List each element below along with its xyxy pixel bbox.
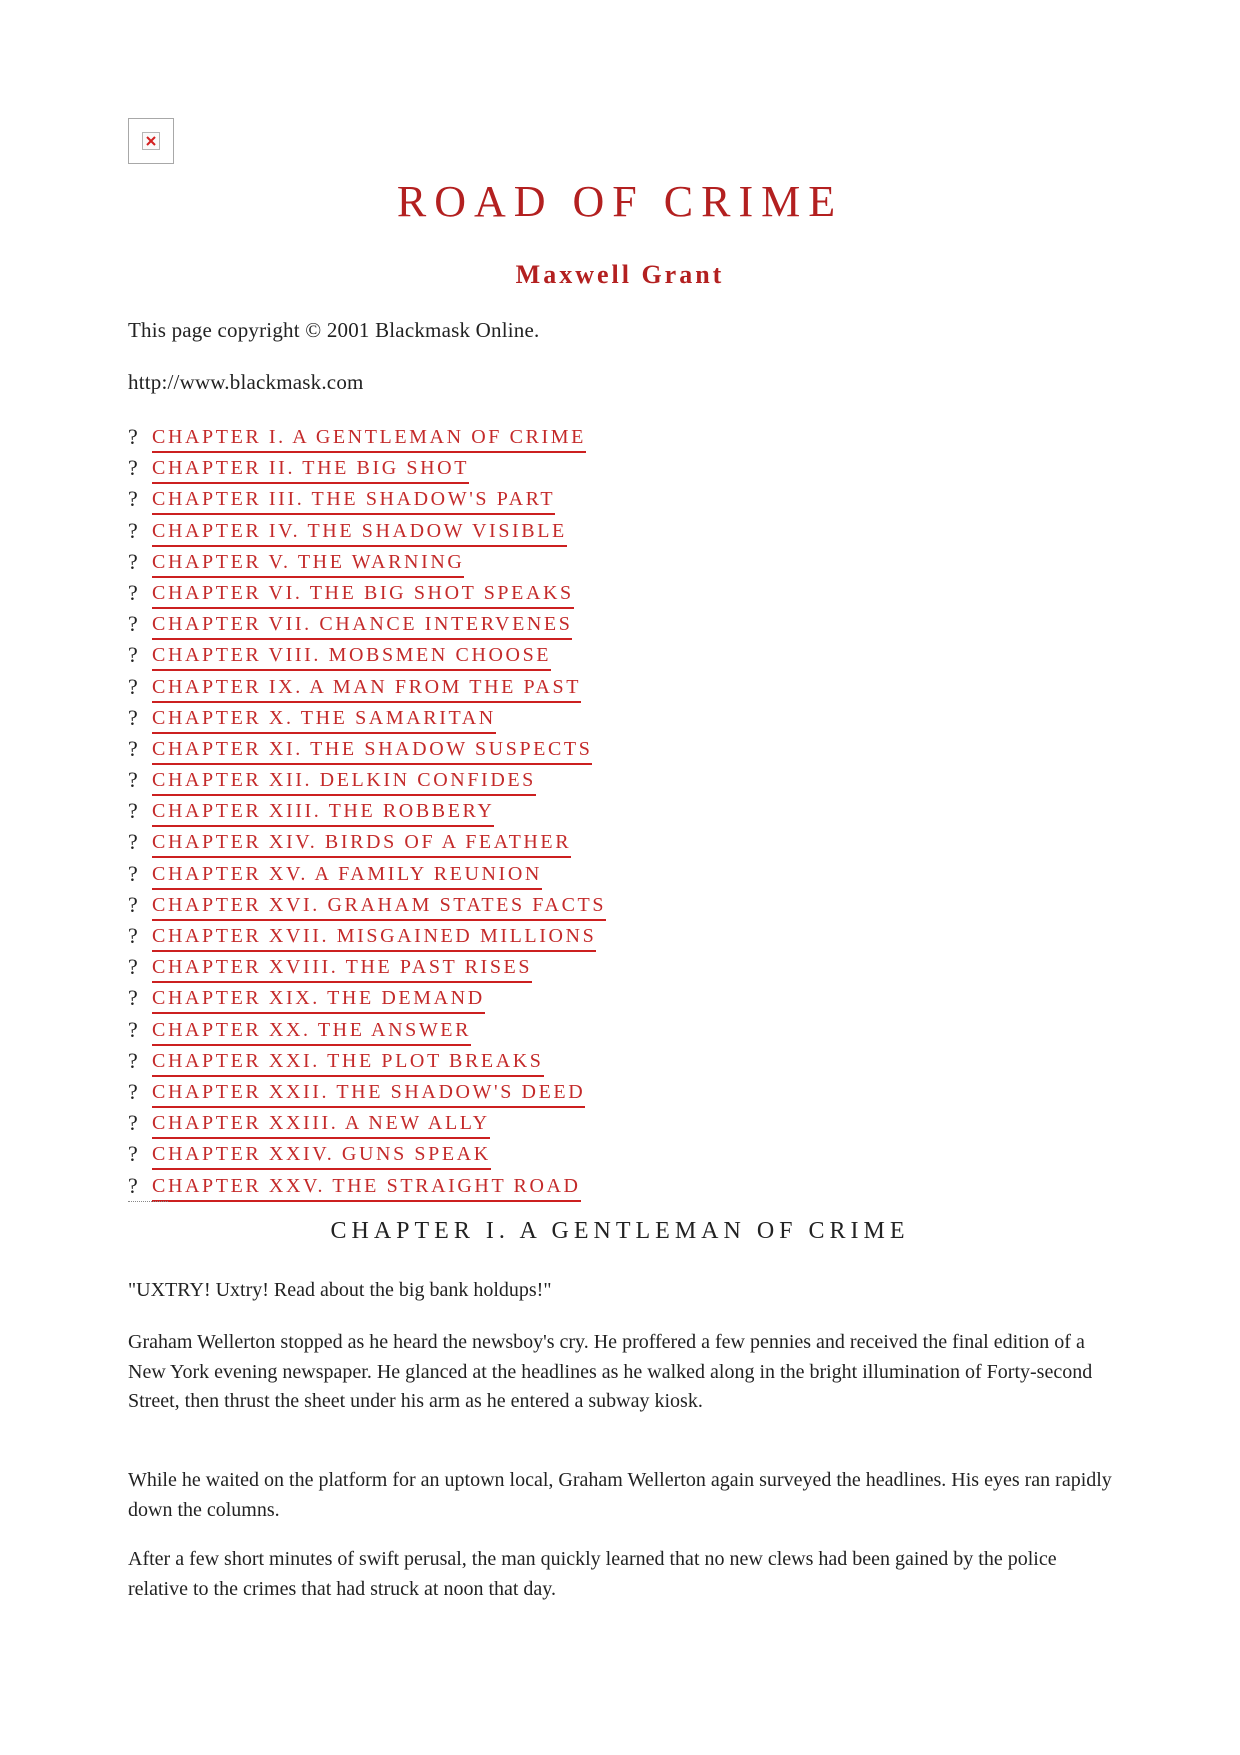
toc-link-chapter-20[interactable]: CHAPTER XX. THE ANSWER bbox=[152, 1017, 471, 1046]
toc-bullet: ? bbox=[128, 673, 138, 699]
toc-bullet: ? bbox=[128, 1141, 138, 1167]
toc-link-chapter-10[interactable]: CHAPTER X. THE SAMARITAN bbox=[152, 705, 496, 734]
toc-link-chapter-9[interactable]: CHAPTER IX. A MAN FROM THE PAST bbox=[152, 674, 581, 703]
toc-link-chapter-16[interactable]: CHAPTER XVI. GRAHAM STATES FACTS bbox=[152, 892, 606, 921]
toc-bullet: ? bbox=[128, 1172, 138, 1198]
toc-link-chapter-7[interactable]: CHAPTER VII. CHANCE INTERVENES bbox=[152, 611, 572, 640]
toc-item bbox=[128, 954, 606, 985]
toc-overflow-edge bbox=[128, 1201, 168, 1206]
toc-bullet: ? bbox=[128, 424, 138, 449]
toc-item bbox=[128, 424, 606, 455]
toc-link-chapter-2[interactable]: CHAPTER II. THE BIG SHOT bbox=[152, 455, 469, 484]
toc-link-chapter-24[interactable]: CHAPTER XXIV. GUNS SPEAK bbox=[152, 1141, 491, 1170]
paragraph-4: After a few short minutes of swift perusal, the man quickly learned that no new clews had been gained by the police relative to the crimes that had struck at noon that day. bbox=[128, 1548, 1057, 1600]
toc-link-chapter-11[interactable]: CHAPTER XI. THE SHADOW SUSPECTS bbox=[152, 736, 592, 765]
toc-bullet: ? bbox=[128, 455, 138, 481]
toc-bullet: ? bbox=[128, 829, 138, 855]
toc-item bbox=[128, 674, 606, 705]
toc-link-chapter-15[interactable]: CHAPTER XV. A FAMILY REUNION bbox=[152, 861, 542, 890]
toc-link-chapter-4[interactable]: CHAPTER IV. THE SHADOW VISIBLE bbox=[152, 518, 567, 547]
toc-item bbox=[128, 861, 606, 892]
toc-link-chapter-6[interactable]: CHAPTER VI. THE BIG SHOT SPEAKS bbox=[152, 580, 574, 609]
red-x-icon bbox=[145, 135, 157, 147]
toc-bullet: ? bbox=[128, 548, 138, 574]
toc-link-chapter-18[interactable]: CHAPTER XVIII. THE PAST RISES bbox=[152, 954, 532, 983]
toc-link-chapter-8[interactable]: CHAPTER VIII. MOBSMEN CHOOSE bbox=[152, 642, 551, 671]
paragraph-2: Graham Wellerton stopped as he heard the newsboy's cry. He proffered a few pennies and received the final edition of a New York evening newspaper. He glanced at the headlines as he walked along in the bright illumination of Forty-second Street, then thrust the sheet under his arm as he entered a subway kiosk. bbox=[128, 1331, 1093, 1412]
toc-link-chapter-25[interactable]: CHAPTER XXV. THE STRAIGHT ROAD bbox=[152, 1173, 581, 1202]
toc-link-chapter-13[interactable]: CHAPTER XIII. THE ROBBERY bbox=[152, 798, 494, 827]
toc-item bbox=[128, 736, 606, 767]
toc-link-chapter-5[interactable]: CHAPTER V. THE WARNING bbox=[152, 549, 464, 578]
toc-bullet: ? bbox=[128, 735, 138, 761]
toc-bullet: ? bbox=[128, 517, 138, 543]
paragraph-3: While he waited on the platform for an uptown local, Graham Wellerton again surveyed the headlines. His eyes ran rapidly down the columns. bbox=[128, 1469, 1112, 1521]
toc-link-chapter-23[interactable]: CHAPTER XXIII. A NEW ALLY bbox=[152, 1110, 490, 1139]
toc-bullet: ? bbox=[128, 860, 138, 886]
toc-item bbox=[128, 1017, 606, 1048]
copyright-notice: This page copyright © 2001 Blackmask Online. bbox=[128, 318, 540, 342]
table-of-contents bbox=[128, 424, 606, 1204]
toc-item bbox=[128, 455, 606, 486]
toc-bullet: ? bbox=[128, 579, 138, 605]
toc-bullet: ? bbox=[128, 923, 138, 948]
toc-bullet: ? bbox=[128, 798, 138, 824]
book-author: Maxwell Grant bbox=[515, 260, 725, 289]
toc-bullet: ? bbox=[128, 891, 138, 917]
toc-bullet: ? bbox=[128, 1047, 138, 1073]
toc-item bbox=[128, 892, 606, 923]
toc-item bbox=[128, 549, 606, 580]
toc-item bbox=[128, 985, 606, 1016]
toc-item bbox=[128, 518, 606, 549]
toc-bullet: ? bbox=[128, 642, 138, 668]
toc-item bbox=[128, 923, 606, 954]
site-url: http://www.blackmask.com bbox=[128, 370, 364, 394]
chapter-heading: CHAPTER I. A GENTLEMAN OF CRIME bbox=[330, 1218, 910, 1244]
toc-bullet: ? bbox=[128, 985, 138, 1011]
toc-item bbox=[128, 642, 606, 673]
toc-link-chapter-21[interactable]: CHAPTER XXI. THE PLOT BREAKS bbox=[152, 1048, 544, 1077]
toc-item bbox=[128, 1110, 606, 1141]
toc-bullet: ? bbox=[128, 704, 138, 730]
broken-image-frame bbox=[142, 132, 160, 150]
toc-item bbox=[128, 486, 606, 517]
book-title: ROAD OF CRIME bbox=[396, 177, 844, 226]
toc-bullet: ? bbox=[128, 1078, 138, 1104]
toc-item bbox=[128, 705, 606, 736]
toc-item bbox=[128, 1173, 606, 1204]
toc-item bbox=[128, 1141, 606, 1172]
toc-link-chapter-14[interactable]: CHAPTER XIV. BIRDS OF A FEATHER bbox=[152, 829, 571, 858]
toc-bullet: ? bbox=[128, 611, 138, 637]
toc-item bbox=[128, 829, 606, 860]
toc-item bbox=[128, 611, 606, 642]
toc-item bbox=[128, 798, 606, 829]
toc-bullet: ? bbox=[128, 1110, 138, 1136]
toc-link-chapter-1[interactable]: CHAPTER I. A GENTLEMAN OF CRIME bbox=[152, 424, 586, 453]
paragraph-1: "UXTRY! Uxtry! Read about the big bank holdups!" bbox=[128, 1279, 552, 1301]
toc-item bbox=[128, 1048, 606, 1079]
broken-image-icon bbox=[128, 118, 174, 164]
toc-item bbox=[128, 767, 606, 798]
toc-link-chapter-22[interactable]: CHAPTER XXII. THE SHADOW'S DEED bbox=[152, 1079, 585, 1108]
toc-bullet: ? bbox=[128, 954, 138, 980]
toc-link-chapter-3[interactable]: CHAPTER III. THE SHADOW'S PART bbox=[152, 486, 555, 515]
toc-bullet: ? bbox=[128, 1016, 138, 1042]
toc-item bbox=[128, 580, 606, 611]
toc-bullet: ? bbox=[128, 767, 138, 793]
toc-link-chapter-17[interactable]: CHAPTER XVII. MISGAINED MILLIONS bbox=[152, 923, 596, 952]
toc-item bbox=[128, 1079, 606, 1110]
toc-bullet: ? bbox=[128, 486, 138, 512]
toc-link-chapter-12[interactable]: CHAPTER XII. DELKIN CONFIDES bbox=[152, 767, 536, 796]
toc-link-chapter-19[interactable]: CHAPTER XIX. THE DEMAND bbox=[152, 985, 485, 1014]
